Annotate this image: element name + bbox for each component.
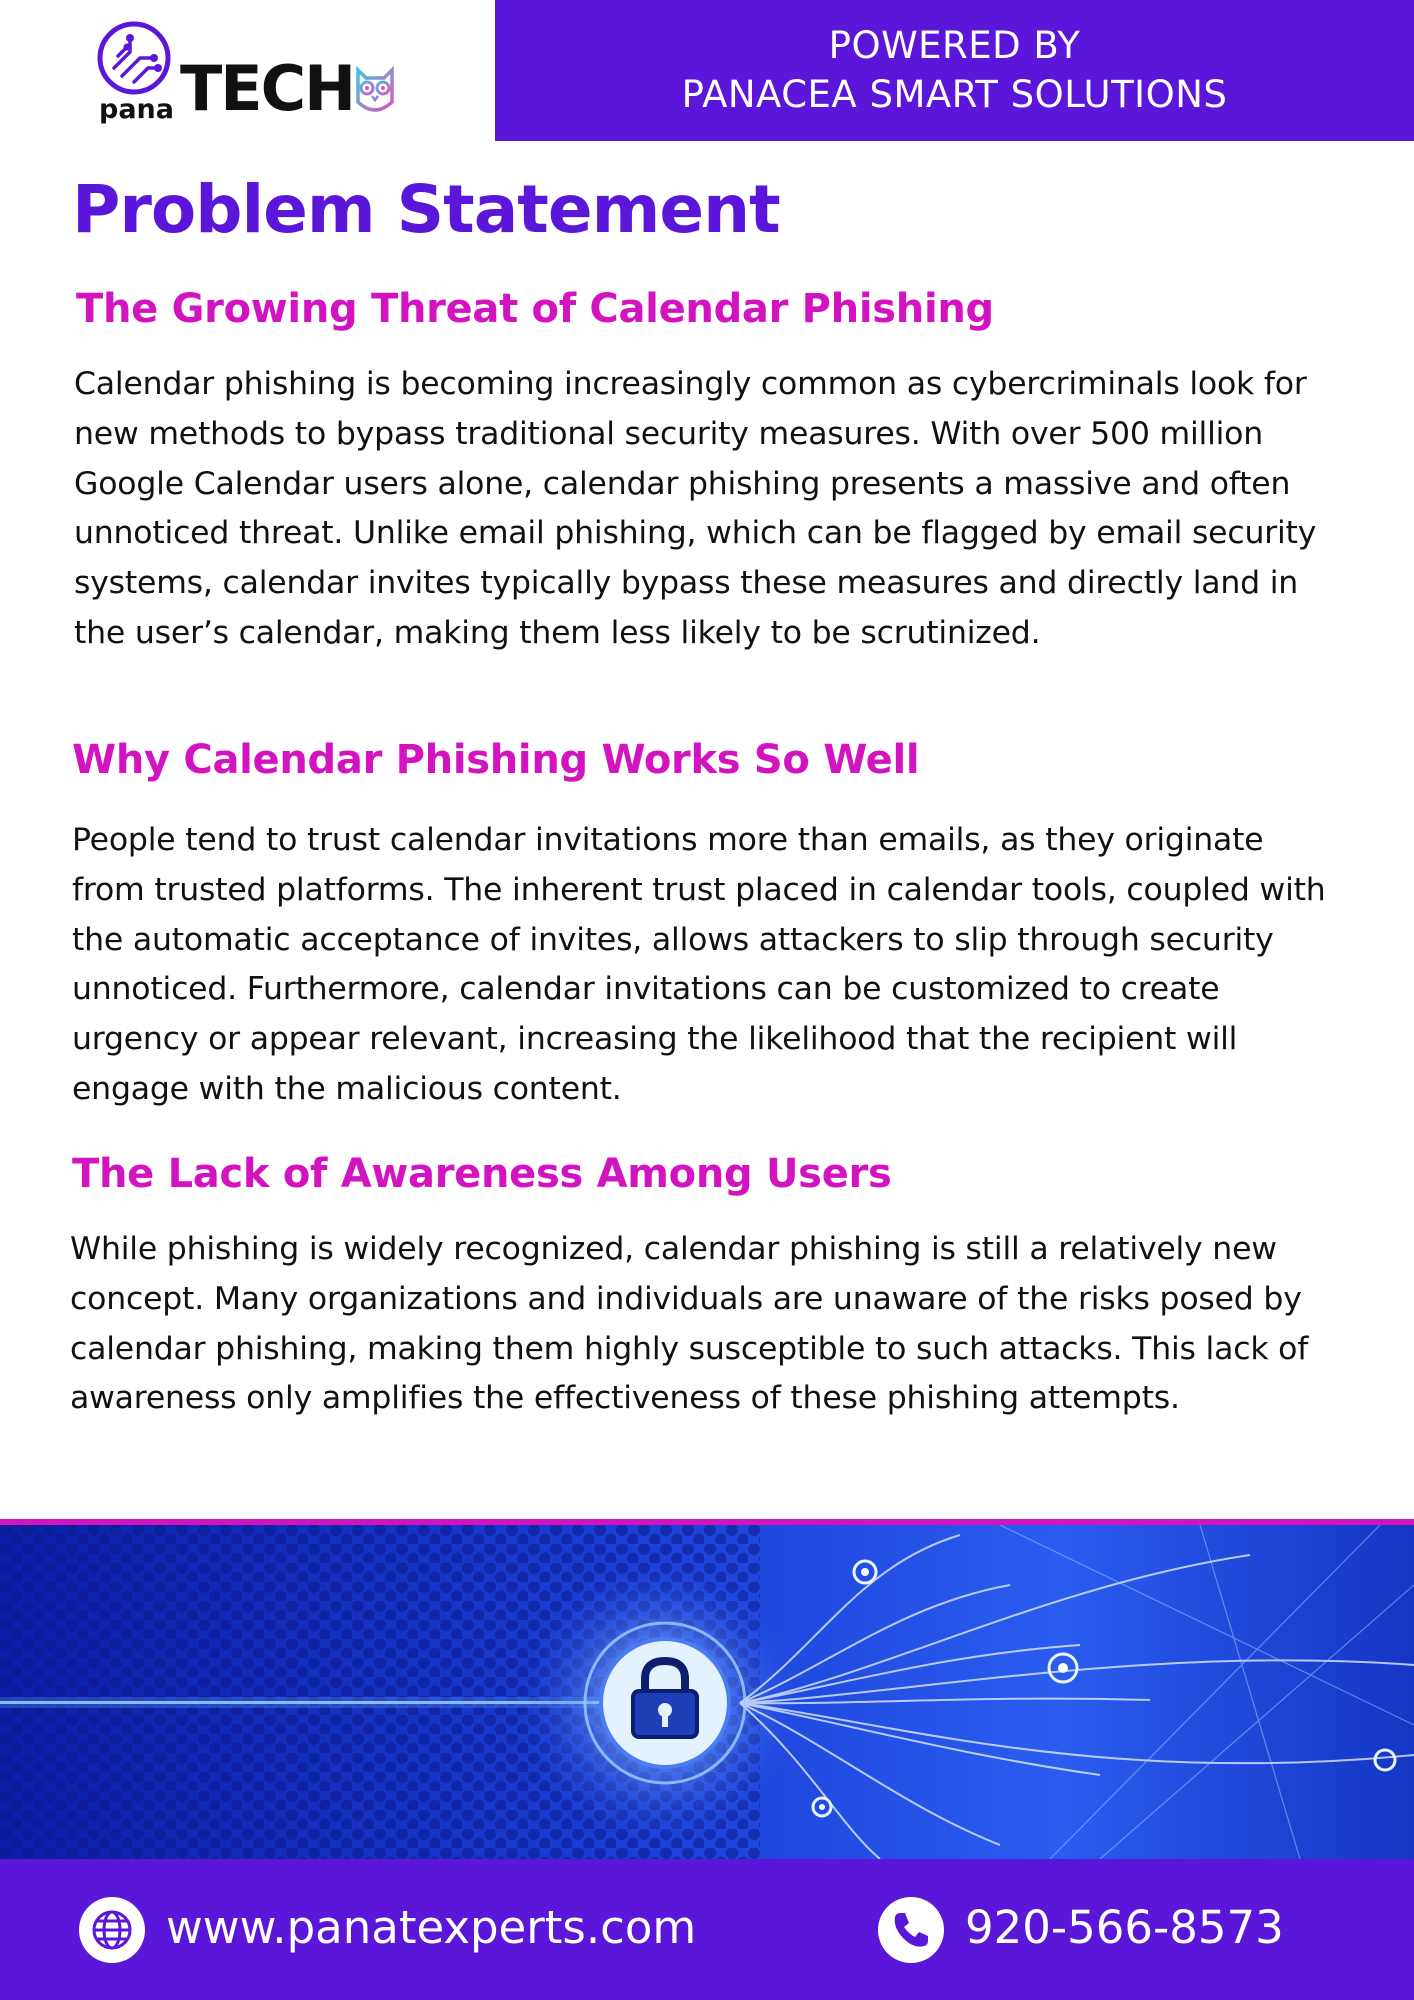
section-body-why-it-works: People tend to trust calendar invitations more than emails, as they originate from trusted platforms. The inherent trust placed in calendar tools, coupled with the automatic acceptance of invites, allows attackers to slip through security unnoticed. Furthermore, calendar invitations can be customized to create urgency or appear relevant, increasing the likelihood that the recipient will engage with the malicious content. [72, 822, 1326, 1107]
circuit-brain-icon [96, 20, 176, 100]
section-heading-lack-of-awareness: The Lack of Awareness Among Users [72, 1151, 892, 1197]
phone-number[interactable]: 920-566-8573 [965, 1901, 1284, 1954]
page-title: Problem Statement [72, 171, 780, 248]
owl-icon [352, 66, 398, 116]
powered-by-line1: POWERED BY [828, 24, 1081, 68]
website-link[interactable]: www.panatexperts.com [166, 1901, 697, 1954]
phone-icon [878, 1897, 944, 1963]
globe-icon [79, 1897, 145, 1963]
section-heading-why-it-works: Why Calendar Phishing Works So Well [72, 737, 920, 783]
section-body-lack-of-awareness: While phishing is widely recognized, calendar phishing is still a relatively new concept. Many organizations and individuals are unaware of the risks posed by calendar phishing, making them highly susceptible to such attacks. This lack of awareness only amplifies the effectiveness of these phishing attempts. [70, 1231, 1309, 1417]
cybersecurity-banner-image [0, 1525, 1414, 1859]
powered-by-banner [495, 0, 1414, 141]
page-footer [0, 1859, 1414, 2000]
padlock-icon [625, 1655, 705, 1745]
section-body-growing-threat: Calendar phishing is becoming increasingly common as cybercriminals look for new methods to bypass traditional security measures. With over 500 million Google Calendar users alone, calendar phishing presents a massive and often unnoticed threat. Unlike email phishing, which can be flagged by email security systems, calendar invites typically bypass these measures and directly land in the user’s calendar, making them less likely to be scrutinized. [74, 366, 1317, 651]
panatech-logo[interactable] [96, 20, 406, 130]
page-header [0, 0, 1414, 141]
main-content [70, 170, 1342, 1417]
logo-text-tech: TECH [180, 52, 355, 125]
section-heading-growing-threat: The Growing Threat of Calendar Phishing [76, 286, 994, 332]
logo-text-pana: pana [99, 94, 174, 125]
lock-network-illustration [0, 1525, 1414, 1859]
powered-by-line2: PANACEA SMART SOLUTIONS [681, 72, 1228, 116]
